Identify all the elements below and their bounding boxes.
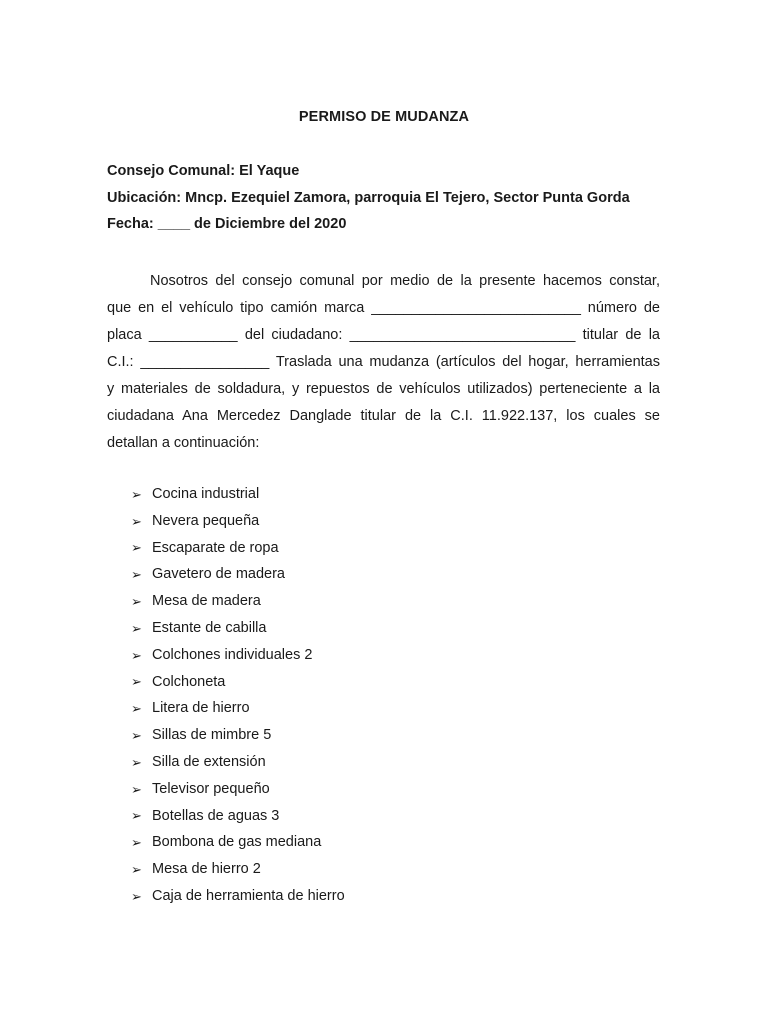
list-item-label: Sillas de mimbre 5 [152, 727, 272, 744]
document-title: PERMISO DE MUDANZA [298, 109, 470, 125]
list-item [131, 695, 345, 722]
header-fecha: Fecha: ____ de Diciembre del 2020 [107, 216, 347, 232]
arrow-bullet-icon: ➢ [131, 647, 142, 663]
arrow-bullet-icon: ➢ [131, 701, 142, 717]
list-item [131, 535, 345, 562]
list-item-label: Colchoneta [152, 673, 226, 690]
list-item [131, 588, 345, 615]
list-item [131, 642, 345, 669]
items-list [131, 481, 345, 910]
list-item-label: Caja de herramienta de hierro [152, 887, 345, 904]
list-item [131, 669, 345, 696]
arrow-bullet-icon: ➢ [131, 888, 142, 904]
list-item [131, 561, 345, 588]
list-item-label: Nevera pequeña [152, 512, 260, 529]
list-item [131, 856, 345, 883]
list-item [131, 749, 345, 776]
arrow-bullet-icon: ➢ [131, 540, 142, 556]
list-item [131, 481, 345, 508]
list-item-label: Escaparate de ropa [152, 539, 279, 556]
arrow-bullet-icon: ➢ [131, 835, 142, 851]
list-item-label: Colchones individuales 2 [152, 646, 313, 663]
paragraph-line: ciudadana Ana Mercedez Danglade titular de la C.I. 11.922.137, los cuales se [107, 408, 660, 424]
list-item [131, 829, 345, 856]
list-item-label: Mesa de hierro 2 [152, 861, 261, 878]
list-item-label: Bombona de gas mediana [152, 834, 322, 851]
paragraph-line: detallan a continuación: [107, 435, 260, 451]
paragraph-line: y materiales de soldadura, y repuestos de vehículos utilizados) perteneciente a la [107, 381, 660, 397]
list-item-label: Silla de extensión [152, 753, 266, 770]
arrow-bullet-icon: ➢ [131, 781, 142, 797]
list-item [131, 803, 345, 830]
list-item-label: Televisor pequeño [152, 780, 270, 797]
arrow-bullet-icon: ➢ [131, 486, 142, 502]
arrow-bullet-icon: ➢ [131, 594, 142, 610]
header-consejo-comunal: Consejo Comunal: El Yaque [107, 163, 300, 179]
arrow-bullet-icon: ➢ [131, 862, 142, 878]
arrow-bullet-icon: ➢ [131, 808, 142, 824]
list-item [131, 508, 345, 535]
paragraph-line: Nosotros del consejo comunal por medio de la presente hacemos constar, [150, 273, 660, 289]
list-item-label: Mesa de madera [152, 593, 261, 610]
list-item-label: Litera de hierro [152, 700, 250, 717]
list-item [131, 615, 345, 642]
arrow-bullet-icon: ➢ [131, 567, 142, 583]
list-item [131, 722, 345, 749]
paragraph-line: que en el vehículo tipo camión marca __________________________ número de [107, 300, 660, 316]
arrow-bullet-icon: ➢ [131, 728, 142, 744]
list-item [131, 776, 345, 803]
list-item-label: Cocina industrial [152, 486, 260, 502]
arrow-bullet-icon: ➢ [131, 513, 142, 529]
arrow-bullet-icon: ➢ [131, 620, 142, 636]
list-item-label: Botellas de aguas 3 [152, 807, 280, 824]
paragraph-line: C.I.: ________________ Traslada una mudanza (artículos del hogar, herramientas [107, 354, 660, 370]
arrow-bullet-icon: ➢ [131, 754, 142, 770]
arrow-bullet-icon: ➢ [131, 674, 142, 690]
header-ubicacion: Ubicación: Mncp. Ezequiel Zamora, parroquia El Tejero, Sector Punta Gorda [107, 190, 630, 206]
list-item [131, 883, 345, 910]
paragraph-line: placa ___________ del ciudadano: ____________________________ titular de la [107, 327, 660, 343]
list-item-label: Estante de cabilla [152, 619, 267, 636]
list-item-label: Gavetero de madera [152, 566, 285, 583]
body-paragraph [107, 268, 660, 457]
